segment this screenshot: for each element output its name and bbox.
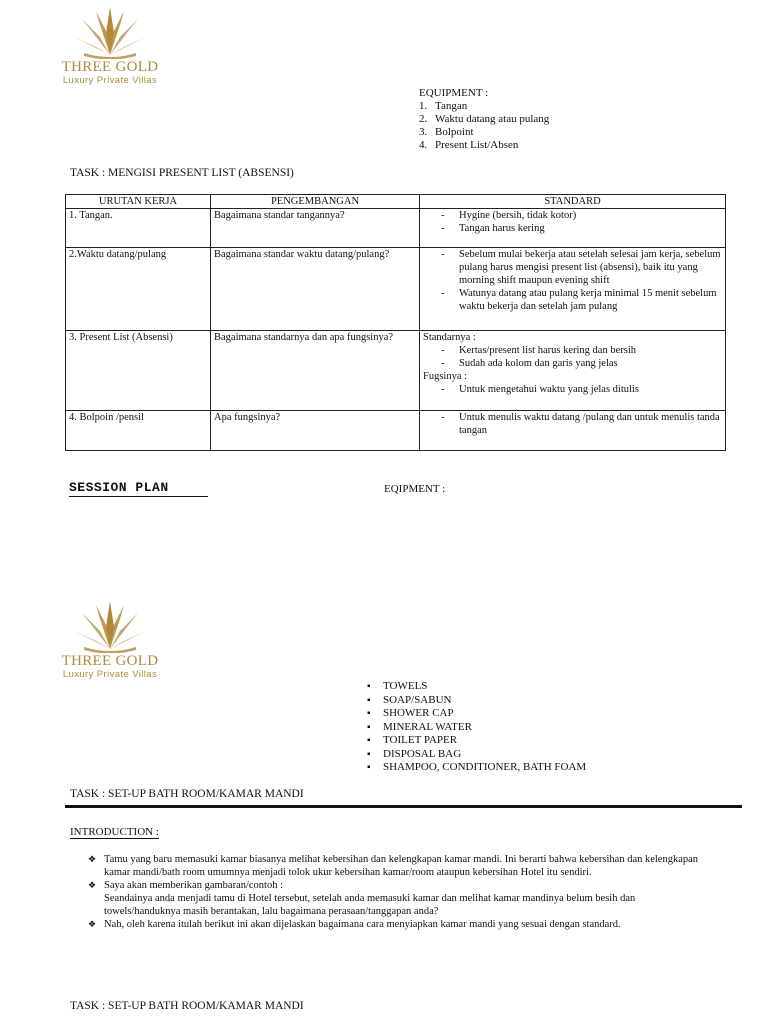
step-cell: 4. Bolpoin /pensil [66, 411, 211, 451]
supply-item: ▪ SHOWER CAP [367, 707, 586, 721]
introduction-paragraph: ❖ Saya akan memberikan gambaran/contoh : [104, 880, 284, 891]
lotus-logo-icon [70, 3, 150, 59]
eqipment-label: EQIPMENT : [384, 483, 446, 495]
step-cell: 2.Waktu datang/pulang [66, 248, 211, 331]
table-header-cell: STANDARD [420, 195, 726, 209]
task-title-present-list: TASK : MENGISI PRESENT LIST (ABSENSI) [70, 167, 294, 179]
brand-name: THREE GOLD [61, 59, 159, 75]
equipment-item-number: 3. [419, 126, 428, 138]
task-title-bathroom: TASK : SET-UP BATH ROOM/KAMAR MANDI [70, 788, 304, 800]
equipment-title: EQUIPMENT : [419, 87, 489, 99]
equipment-item-text: Present List/Absen [435, 139, 519, 151]
step-cell: 3. Present List (Absensi) [66, 331, 211, 411]
table-row [66, 248, 726, 331]
standard-list [423, 209, 722, 235]
standard-label: Fugsinya : [423, 371, 468, 382]
equipment-item [419, 126, 549, 139]
equipment-item-number: 4. [419, 139, 428, 151]
standard-cell [420, 248, 726, 331]
table-header-cell: PENGEMBANGAN [211, 195, 420, 209]
task-table [65, 194, 726, 451]
standard-list [423, 383, 722, 396]
equipment-list [419, 100, 549, 152]
logo-top [50, 3, 170, 86]
introduction-paragraph: ❖ Nah, oleh karena itulah berikut ini akan dijelaskan bagaimana cara menyiapkan kamar mandi yang sesuai dengan standard. [104, 919, 621, 930]
standard-item: - Sebelum mulai bekerja atau setelah selesai jam kerja, sebelum pulang harus mengisi present list (absensi), baik itu yang morning shift maupun evening shift [423, 248, 722, 287]
introduction-item [70, 879, 710, 918]
logo-middle [50, 597, 170, 680]
equipment-item-number: 2. [419, 113, 428, 125]
introduction-title [70, 826, 159, 839]
equipment-block [419, 87, 549, 152]
standard-list [423, 411, 722, 437]
equipment-item-text: Tangan [435, 100, 468, 112]
supply-item: ▪ MINERAL WATER [367, 721, 586, 735]
question-cell: Bagaimana standar tangannya? [211, 209, 420, 248]
standard-label: Standarnya : [423, 332, 476, 343]
table-row [66, 209, 726, 248]
question-cell: Bagaimana standarnya dan apa fungsinya? [211, 331, 420, 411]
standard-item: - Untuk mengetahui waktu yang jelas ditulis [423, 383, 722, 396]
standard-item: - Watunya datang atau pulang kerja minimal 15 menit sebelum waktu bekerja dan setelah jam pulang [423, 287, 722, 313]
table-header-row [66, 195, 726, 209]
standard-cell [420, 209, 726, 248]
step-cell: 1. Tangan. [66, 209, 211, 248]
brand-name: THREE GOLD [61, 653, 159, 669]
standard-item: - Kertas/present list harus kering dan bersih [423, 344, 722, 357]
standard-item: - Tangan harus kering [423, 222, 722, 235]
introduction-title-text: INTRODUCTION : [70, 826, 159, 838]
brand-tagline: Luxury Private Villas [62, 669, 158, 680]
equipment-item [419, 113, 549, 126]
table-row [66, 331, 726, 411]
question-cell: Bagaimana standar waktu datang/pulang? [211, 248, 420, 331]
equipment-item-text: Bolpoint [435, 126, 474, 138]
question-cell: Apa fungsinya? [211, 411, 420, 451]
lotus-logo-icon [70, 597, 150, 653]
introduction-list [70, 853, 710, 931]
standard-list [423, 248, 722, 313]
introduction-item [70, 918, 710, 931]
session-plan-heading [69, 480, 208, 497]
standard-item: - Sudah ada kolom dan garis yang jelas [423, 357, 722, 370]
supply-item: ▪ TOWELS [367, 680, 586, 694]
standard-item: - Hygine (bersih, tidak kotor) [423, 209, 722, 222]
equipment-item-text: Waktu datang atau pulang [435, 113, 550, 125]
table-header-cell: URUTAN KERJA [66, 195, 211, 209]
task-title-bathroom-2: TASK : SET-UP BATH ROOM/KAMAR MANDI [70, 1000, 304, 1012]
standard-item: - Untuk menulis waktu datang /pulang dan untuk menulis tanda tangan [423, 411, 722, 437]
section-divider [65, 805, 742, 808]
supply-item: ▪ SHAMPOO, CONDITIONER, BATH FOAM [367, 761, 586, 775]
equipment-item-number: 1. [419, 100, 428, 112]
brand-tagline: Luxury Private Villas [62, 75, 158, 86]
introduction-paragraph: ❖ Tamu yang baru memasuki kamar biasanya melihat kebersihan dan kelengkapan kamar mandi. Ini berarti bahwa kebersihan dan kelengkapan kamar mandi/bath room umumnya menjadi tolok ukur kebersihan kamar/room ataupun kebersihan Hotel itu sendiri. [104, 854, 699, 878]
standard-list [423, 344, 722, 370]
introduction-paragraph: Seandainya anda menjadi tamu di Hotel tersebut, setelah anda memasuki kamar dan melihat kamar mandinya belum besih dan towels/handuknya masih berantakan, lalu bagaimana perasaan/tanggapan anda? [104, 893, 636, 917]
introduction-item [70, 853, 710, 879]
supply-item: ▪ TOILET PAPER [367, 734, 586, 748]
standard-cell [420, 331, 726, 411]
standard-cell [420, 411, 726, 451]
equipment-item [419, 100, 549, 113]
equipment-item [419, 139, 549, 152]
session-plan-text: SESSION PLAN [69, 480, 169, 495]
supplies-list [367, 680, 586, 775]
supply-item: ▪ DISPOSAL BAG [367, 748, 586, 762]
table-row [66, 411, 726, 451]
supply-item: ▪ SOAP/SABUN [367, 694, 586, 708]
